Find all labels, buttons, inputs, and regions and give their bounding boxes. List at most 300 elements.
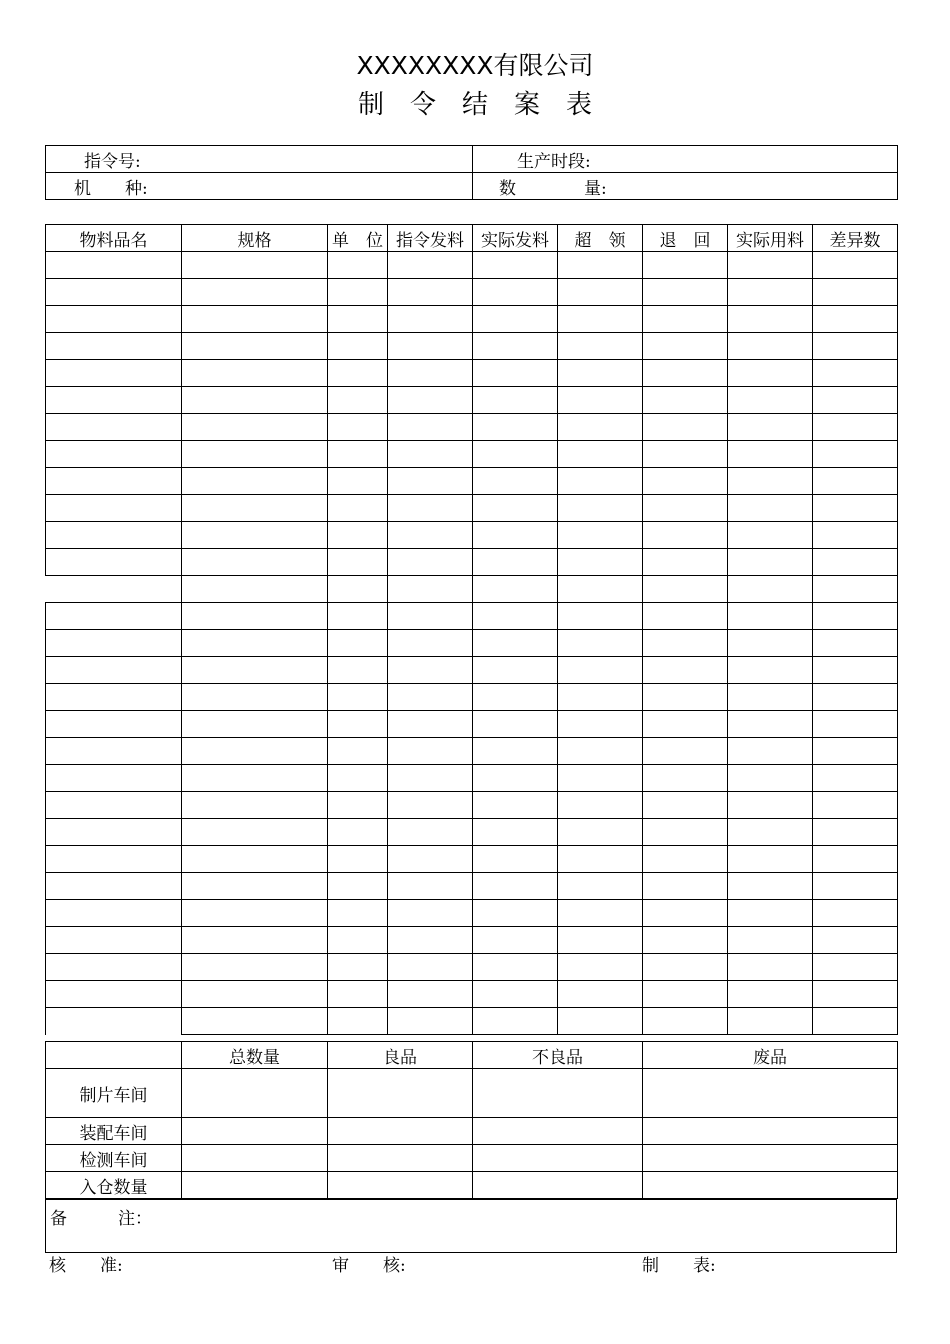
material-cell[interactable] [473, 765, 558, 792]
material-cell[interactable] [643, 819, 728, 846]
material-cell[interactable] [558, 1008, 643, 1035]
material-cell[interactable] [182, 360, 328, 387]
review-signature: 审 核: [332, 1256, 406, 1276]
material-cell[interactable] [558, 846, 643, 873]
material-cell[interactable] [813, 603, 898, 630]
material-cell[interactable] [643, 684, 728, 711]
material-cell[interactable] [182, 603, 328, 630]
material-cell[interactable] [643, 711, 728, 738]
material-cell[interactable] [728, 414, 813, 441]
material-cell[interactable] [728, 657, 813, 684]
material-cell[interactable] [643, 1008, 728, 1035]
remarks-field[interactable] [46, 1200, 897, 1253]
material-cell[interactable] [388, 522, 473, 549]
material-cell[interactable] [813, 495, 898, 522]
material-cell[interactable] [182, 549, 328, 576]
material-cell[interactable] [728, 360, 813, 387]
table-row [46, 414, 898, 441]
material-cell[interactable] [643, 306, 728, 333]
material-cell[interactable] [46, 873, 182, 900]
material-cell[interactable] [182, 306, 328, 333]
material-cell[interactable] [388, 900, 473, 927]
material-cell[interactable] [473, 252, 558, 279]
material-cell[interactable] [473, 684, 558, 711]
material-cell[interactable] [728, 441, 813, 468]
model-field[interactable] [46, 173, 473, 200]
material-cell[interactable] [813, 927, 898, 954]
material-cell[interactable] [182, 1008, 328, 1035]
material-cell[interactable] [473, 819, 558, 846]
material-cell[interactable] [643, 954, 728, 981]
material-cell[interactable] [813, 954, 898, 981]
material-cell[interactable] [728, 279, 813, 306]
material-cell[interactable] [728, 576, 813, 603]
material-cell[interactable] [813, 1008, 898, 1035]
material-cell[interactable] [473, 873, 558, 900]
material-cell[interactable] [46, 603, 182, 630]
material-cell[interactable] [558, 252, 643, 279]
material-cell[interactable] [182, 900, 328, 927]
material-cell[interactable] [388, 387, 473, 414]
material-cell[interactable] [328, 576, 388, 603]
material-cell[interactable] [473, 414, 558, 441]
summary-cell[interactable] [328, 1118, 473, 1145]
material-cell[interactable] [388, 711, 473, 738]
material-cell[interactable] [728, 495, 813, 522]
material-cell[interactable] [473, 954, 558, 981]
material-cell[interactable] [558, 927, 643, 954]
material-cell[interactable] [46, 657, 182, 684]
summary-cell[interactable] [643, 1118, 898, 1145]
material-cell[interactable] [643, 360, 728, 387]
material-cell[interactable] [728, 711, 813, 738]
summary-cell[interactable] [473, 1069, 643, 1118]
material-cell[interactable] [388, 468, 473, 495]
material-cell[interactable] [813, 468, 898, 495]
material-cell[interactable] [328, 306, 388, 333]
material-cell[interactable] [182, 738, 328, 765]
material-cell[interactable] [328, 279, 388, 306]
material-cell[interactable] [728, 873, 813, 900]
material-cell[interactable] [473, 981, 558, 1008]
material-cell[interactable] [643, 387, 728, 414]
summary-cell[interactable] [328, 1172, 473, 1199]
material-cell[interactable] [558, 441, 643, 468]
material-cell[interactable] [328, 738, 388, 765]
material-cell[interactable] [643, 630, 728, 657]
materials-table [45, 224, 898, 1035]
material-cell[interactable] [388, 819, 473, 846]
material-cell[interactable] [813, 684, 898, 711]
material-cell[interactable] [643, 576, 728, 603]
material-cell[interactable] [182, 495, 328, 522]
order-no-field[interactable] [46, 146, 473, 173]
material-cell[interactable] [558, 711, 643, 738]
material-cell[interactable] [46, 522, 182, 549]
material-cell[interactable] [643, 549, 728, 576]
material-cell[interactable] [813, 873, 898, 900]
material-cell[interactable] [388, 549, 473, 576]
material-cell[interactable] [46, 684, 182, 711]
material-cell[interactable] [643, 792, 728, 819]
material-cell[interactable] [388, 576, 473, 603]
material-cell[interactable] [46, 333, 182, 360]
material-cell[interactable] [182, 954, 328, 981]
material-cell[interactable] [558, 657, 643, 684]
material-cell[interactable] [328, 792, 388, 819]
material-cell[interactable] [473, 846, 558, 873]
material-cell[interactable] [328, 468, 388, 495]
material-cell[interactable] [728, 927, 813, 954]
material-cell[interactable] [813, 252, 898, 279]
summary-cell[interactable] [473, 1118, 643, 1145]
material-cell[interactable] [182, 279, 328, 306]
material-cell[interactable] [728, 954, 813, 981]
material-cell[interactable] [46, 468, 182, 495]
material-cell[interactable] [558, 630, 643, 657]
material-cell[interactable] [388, 765, 473, 792]
material-cell[interactable] [388, 603, 473, 630]
material-cell[interactable] [388, 333, 473, 360]
material-cell[interactable] [182, 441, 328, 468]
material-cell[interactable] [813, 576, 898, 603]
material-cell[interactable] [813, 711, 898, 738]
material-cell[interactable] [728, 900, 813, 927]
summary-cell[interactable] [328, 1069, 473, 1118]
material-cell[interactable] [46, 900, 182, 927]
material-cell[interactable] [558, 873, 643, 900]
table-row [46, 954, 898, 981]
material-cell[interactable] [558, 900, 643, 927]
material-cell[interactable] [182, 981, 328, 1008]
material-cell[interactable] [328, 549, 388, 576]
quantity-field[interactable] [473, 173, 898, 200]
material-cell[interactable] [473, 495, 558, 522]
material-cell[interactable] [473, 333, 558, 360]
table-row [46, 252, 898, 279]
material-cell[interactable] [328, 522, 388, 549]
material-cell[interactable] [388, 846, 473, 873]
summary-row-label: 检测车间 [46, 1145, 182, 1172]
summary-table [45, 1041, 898, 1199]
material-cell[interactable] [558, 279, 643, 306]
material-cell[interactable] [328, 360, 388, 387]
material-cell[interactable] [558, 765, 643, 792]
material-cell[interactable] [643, 603, 728, 630]
summary-cell[interactable] [643, 1145, 898, 1172]
material-cell[interactable] [328, 333, 388, 360]
material-cell[interactable] [728, 630, 813, 657]
material-cell[interactable] [643, 657, 728, 684]
material-cell[interactable] [728, 792, 813, 819]
material-cell[interactable] [813, 414, 898, 441]
material-cell[interactable] [473, 441, 558, 468]
material-cell[interactable] [643, 927, 728, 954]
material-cell[interactable] [182, 765, 328, 792]
material-cell[interactable] [46, 495, 182, 522]
material-cell[interactable] [182, 927, 328, 954]
material-cell[interactable] [46, 846, 182, 873]
material-cell[interactable] [46, 630, 182, 657]
material-cell[interactable] [182, 846, 328, 873]
material-cell[interactable] [728, 846, 813, 873]
material-cell[interactable] [388, 360, 473, 387]
col-header-return: 退 回 [643, 225, 728, 252]
material-cell[interactable] [558, 738, 643, 765]
material-cell[interactable] [558, 981, 643, 1008]
material-cell[interactable] [558, 576, 643, 603]
material-cell[interactable] [558, 792, 643, 819]
material-cell[interactable] [182, 414, 328, 441]
model-label: 机 种: [74, 178, 148, 199]
material-cell[interactable] [182, 333, 328, 360]
material-cell[interactable] [473, 387, 558, 414]
material-cell[interactable] [643, 846, 728, 873]
material-cell[interactable] [558, 468, 643, 495]
material-cell[interactable] [813, 900, 898, 927]
material-cell[interactable] [728, 387, 813, 414]
material-cell[interactable] [643, 414, 728, 441]
material-cell[interactable] [473, 1008, 558, 1035]
material-cell[interactable] [46, 792, 182, 819]
material-cell[interactable] [473, 630, 558, 657]
material-cell[interactable] [728, 468, 813, 495]
order-no-label: 指令号: [84, 151, 141, 172]
material-cell[interactable] [558, 954, 643, 981]
summary-cell[interactable] [182, 1118, 328, 1145]
material-cell[interactable] [46, 306, 182, 333]
material-cell[interactable] [728, 522, 813, 549]
material-cell[interactable] [388, 927, 473, 954]
material-cell[interactable] [813, 657, 898, 684]
table-row [46, 603, 898, 630]
material-cell[interactable] [388, 657, 473, 684]
material-cell[interactable] [728, 981, 813, 1008]
material-cell[interactable] [328, 252, 388, 279]
material-cell[interactable] [643, 981, 728, 1008]
material-cell[interactable] [813, 522, 898, 549]
material-cell[interactable] [643, 900, 728, 927]
material-cell[interactable] [328, 387, 388, 414]
material-cell[interactable] [328, 765, 388, 792]
material-cell[interactable] [473, 549, 558, 576]
material-cell[interactable] [388, 306, 473, 333]
material-cell[interactable] [558, 414, 643, 441]
summary-cell[interactable] [473, 1172, 643, 1199]
material-cell[interactable] [643, 279, 728, 306]
material-cell[interactable] [182, 387, 328, 414]
material-cell[interactable] [473, 603, 558, 630]
material-cell[interactable] [46, 252, 182, 279]
material-cell[interactable] [728, 765, 813, 792]
material-cell[interactable] [182, 252, 328, 279]
material-cell[interactable] [558, 387, 643, 414]
material-cell[interactable] [473, 279, 558, 306]
material-cell[interactable] [388, 252, 473, 279]
material-cell[interactable] [473, 468, 558, 495]
summary-cell[interactable] [328, 1145, 473, 1172]
summary-cell[interactable] [473, 1145, 643, 1172]
material-cell[interactable] [643, 738, 728, 765]
period-field[interactable] [473, 146, 898, 173]
material-cell[interactable] [46, 981, 182, 1008]
table-row [46, 684, 898, 711]
material-cell[interactable] [813, 846, 898, 873]
material-cell[interactable] [328, 927, 388, 954]
material-cell[interactable] [46, 819, 182, 846]
material-cell[interactable] [328, 846, 388, 873]
table-row [46, 900, 898, 927]
material-cell[interactable] [388, 981, 473, 1008]
material-cell[interactable] [46, 1008, 182, 1035]
material-cell[interactable] [388, 495, 473, 522]
material-cell[interactable] [182, 630, 328, 657]
material-cell[interactable] [328, 630, 388, 657]
material-cell[interactable] [813, 819, 898, 846]
table-row [46, 495, 898, 522]
material-cell[interactable] [388, 630, 473, 657]
material-cell[interactable] [328, 1008, 388, 1035]
material-cell[interactable] [328, 495, 388, 522]
material-cell[interactable] [643, 333, 728, 360]
material-cell[interactable] [813, 765, 898, 792]
summary-cell[interactable] [643, 1172, 898, 1199]
material-cell[interactable] [328, 954, 388, 981]
material-cell[interactable] [813, 387, 898, 414]
material-cell[interactable] [813, 306, 898, 333]
material-cell[interactable] [558, 495, 643, 522]
material-cell[interactable] [388, 873, 473, 900]
material-cell[interactable] [728, 684, 813, 711]
material-cell[interactable] [46, 279, 182, 306]
material-cell[interactable] [182, 657, 328, 684]
material-cell[interactable] [46, 738, 182, 765]
material-cell[interactable] [328, 441, 388, 468]
material-cell[interactable] [643, 873, 728, 900]
material-cell[interactable] [46, 441, 182, 468]
summary-corner [46, 1042, 182, 1069]
material-cell[interactable] [473, 927, 558, 954]
table-row [46, 981, 898, 1008]
material-cell[interactable] [728, 1008, 813, 1035]
material-cell[interactable] [643, 765, 728, 792]
material-cell[interactable] [473, 711, 558, 738]
material-cell[interactable] [328, 657, 388, 684]
material-cell[interactable] [558, 603, 643, 630]
material-cell[interactable] [388, 1008, 473, 1035]
material-cell[interactable] [182, 522, 328, 549]
material-cell[interactable] [388, 441, 473, 468]
material-cell[interactable] [388, 414, 473, 441]
material-cell[interactable] [328, 684, 388, 711]
summary-cell[interactable] [182, 1145, 328, 1172]
material-cell[interactable] [558, 549, 643, 576]
material-cell[interactable] [643, 495, 728, 522]
material-cell[interactable] [46, 765, 182, 792]
material-cell[interactable] [558, 333, 643, 360]
summary-cell[interactable] [182, 1172, 328, 1199]
material-cell[interactable] [182, 711, 328, 738]
material-cell[interactable] [328, 414, 388, 441]
table-row [46, 360, 898, 387]
material-cell[interactable] [558, 819, 643, 846]
material-cell[interactable] [388, 738, 473, 765]
material-cell[interactable] [813, 981, 898, 1008]
material-cell[interactable] [643, 468, 728, 495]
material-cell[interactable] [328, 900, 388, 927]
material-cell[interactable] [388, 954, 473, 981]
material-cell[interactable] [728, 819, 813, 846]
material-cell[interactable] [728, 549, 813, 576]
material-cell[interactable] [558, 360, 643, 387]
material-cell[interactable] [182, 468, 328, 495]
material-cell[interactable] [728, 603, 813, 630]
material-cell[interactable] [328, 873, 388, 900]
material-cell[interactable] [473, 900, 558, 927]
material-cell[interactable] [558, 306, 643, 333]
material-cell[interactable] [558, 684, 643, 711]
material-cell[interactable] [328, 819, 388, 846]
material-cell[interactable] [643, 441, 728, 468]
material-cell[interactable] [813, 738, 898, 765]
material-cell[interactable] [813, 792, 898, 819]
material-cell[interactable] [182, 684, 328, 711]
material-cell[interactable] [558, 522, 643, 549]
material-cell[interactable] [46, 954, 182, 981]
material-cell[interactable] [643, 522, 728, 549]
material-cell[interactable] [813, 630, 898, 657]
material-cell[interactable] [813, 549, 898, 576]
material-cell[interactable] [813, 360, 898, 387]
summary-row-label: 入仓数量 [46, 1172, 182, 1199]
material-cell[interactable] [46, 360, 182, 387]
material-cell[interactable] [46, 576, 182, 603]
material-cell[interactable] [328, 981, 388, 1008]
material-cell[interactable] [182, 576, 328, 603]
material-cell[interactable] [473, 306, 558, 333]
material-cell[interactable] [813, 279, 898, 306]
material-cell[interactable] [46, 711, 182, 738]
material-cell[interactable] [473, 522, 558, 549]
summary-cell[interactable] [643, 1069, 898, 1118]
material-cell[interactable] [473, 576, 558, 603]
material-cell[interactable] [728, 306, 813, 333]
material-cell[interactable] [46, 414, 182, 441]
material-cell[interactable] [182, 819, 328, 846]
material-cell[interactable] [328, 711, 388, 738]
material-cell[interactable] [46, 549, 182, 576]
material-cell[interactable] [728, 252, 813, 279]
material-cell[interactable] [813, 441, 898, 468]
material-cell[interactable] [388, 792, 473, 819]
material-cell[interactable] [473, 738, 558, 765]
material-cell[interactable] [46, 387, 182, 414]
material-cell[interactable] [182, 873, 328, 900]
material-cell[interactable] [182, 792, 328, 819]
material-cell[interactable] [473, 792, 558, 819]
material-cell[interactable] [728, 738, 813, 765]
material-cell[interactable] [728, 333, 813, 360]
material-cell[interactable] [473, 360, 558, 387]
material-cell[interactable] [643, 252, 728, 279]
material-cell[interactable] [46, 927, 182, 954]
summary-cell[interactable] [182, 1069, 328, 1118]
material-cell[interactable] [388, 279, 473, 306]
material-cell[interactable] [388, 684, 473, 711]
material-cell[interactable] [473, 657, 558, 684]
material-cell[interactable] [328, 603, 388, 630]
material-cell[interactable] [813, 333, 898, 360]
